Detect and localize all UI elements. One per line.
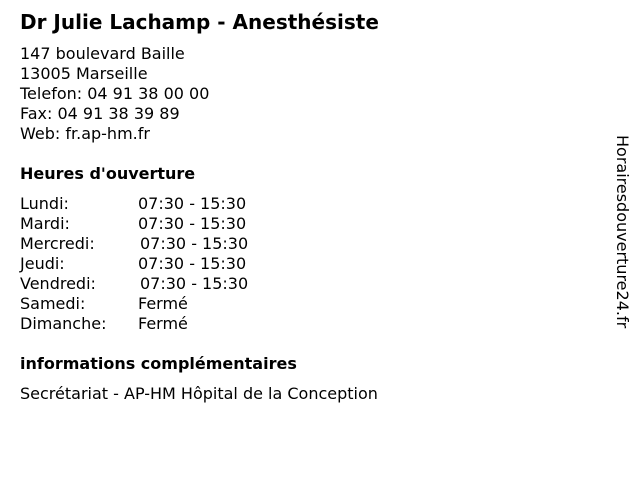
day-label: Mardi: [20,214,70,233]
additional-info-heading: informations complémentaires [20,354,297,373]
website: Web: fr.ap-hm.fr [20,124,150,143]
site-watermark: Horairesdouverture24.fr [613,135,632,329]
phone-number: Telefon: 04 91 38 00 00 [20,84,210,103]
day-hours: 07:30 - 15:30 [138,254,247,273]
additional-info-text: Secrétariat - AP-HM Hôpital de la Conception [20,384,378,403]
day-label: Vendredi: [20,274,96,293]
day-label: Jeudi: [20,254,65,273]
day-label: Samedi: [20,294,86,313]
address-city: 13005 Marseille [20,64,148,83]
address-street: 147 boulevard Baille [20,44,185,63]
page-title: Dr Julie Lachamp - Anesthésiste [20,10,379,34]
day-label: Dimanche: [20,314,107,333]
fax-number: Fax: 04 91 38 39 89 [20,104,180,123]
day-hours: 07:30 - 15:30 [138,194,247,213]
day-hours: 07:30 - 15:30 [140,234,249,253]
contact-block [20,44,209,144]
opening-hours-heading: Heures d'ouverture [20,164,196,183]
day-hours: Fermé [138,294,188,313]
day-label: Lundi: [20,194,69,213]
day-hours: Fermé [138,314,188,333]
day-hours: 07:30 - 15:30 [140,274,249,293]
day-hours: 07:30 - 15:30 [138,214,247,233]
day-label: Mercredi: [20,234,95,253]
